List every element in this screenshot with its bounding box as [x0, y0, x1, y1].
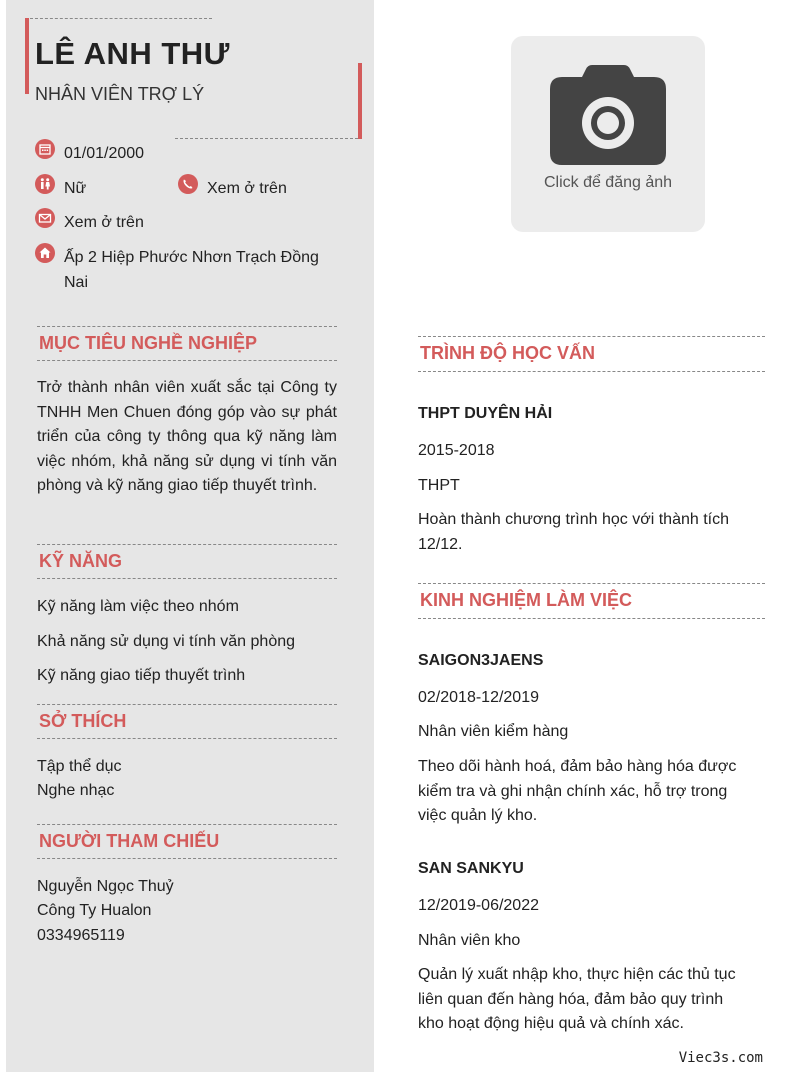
section-title-experience	[418, 583, 765, 619]
job-desc[interactable]: việc quản lý kho.	[418, 807, 538, 824]
address-row	[35, 242, 345, 294]
education-period[interactable]: 2015-2018	[418, 442, 495, 459]
camera-icon	[550, 64, 666, 166]
job-period[interactable]: 02/2018-12/2019	[418, 689, 539, 706]
objective-text[interactable]: Trở thành nhân viên xuất sắc tại Công ty TNHH Men Chuen đóng góp vào sự phát triển của công ty thông qua kỹ năng làm việc nhóm, khả năng sử dụng vi tính văn phòng và kỹ năng giao tiếp thuyết trình.	[37, 379, 337, 494]
birthdate-row	[35, 138, 235, 164]
phone-icon	[178, 174, 198, 194]
phone[interactable]: Xem ở trên	[207, 180, 287, 197]
job-desc[interactable]: kiểm tra và ghi nhận chính xác, hỗ trợ trong	[418, 783, 728, 800]
section-title-text: KỸ NĂNG	[39, 551, 123, 571]
company-name[interactable]: SAN SANKYU	[418, 860, 524, 877]
job-period[interactable]: 12/2019-06/2022	[418, 897, 539, 914]
job-desc[interactable]: liên quan đến hàng hóa, đảm bảo quy trình	[418, 991, 724, 1008]
photo-caption: Click để đăng ảnh	[543, 174, 673, 191]
section-title-text: MỤC TIÊU NGHỀ NGHIỆP	[39, 333, 258, 353]
job-role[interactable]: Nhân viên kiểm hàng	[418, 723, 569, 740]
home-icon	[35, 243, 55, 263]
full-name[interactable]: LÊ ANH THƯ	[35, 36, 230, 71]
name-block	[25, 18, 362, 138]
section-title-text: SỞ THÍCH	[39, 711, 127, 731]
phone-row	[178, 173, 348, 199]
email-icon	[35, 208, 55, 228]
gender[interactable]: Nữ	[64, 180, 87, 197]
photo-upload[interactable]	[511, 36, 705, 232]
section-title-skills	[37, 544, 337, 579]
address-line: Ấp 2 Hiệp Phước Nhơn Trạch Đồng	[64, 249, 319, 266]
address[interactable]	[64, 245, 319, 295]
job-role[interactable]: Nhân viên kho	[418, 932, 521, 949]
hobby-item[interactable]: Nghe nhạc	[37, 782, 115, 799]
calendar-icon	[35, 139, 55, 159]
job-desc[interactable]: Theo dõi hành hoá, đảm bảo hàng hóa được	[418, 758, 737, 775]
section-title-references	[37, 824, 337, 859]
job-title[interactable]: NHÂN VIÊN TRỢ LÝ	[35, 84, 205, 104]
divider	[30, 18, 212, 19]
section-title-hobbies	[37, 704, 337, 739]
section-title-text: NGƯỜI THAM CHIẾU	[39, 831, 220, 851]
accent-bar	[25, 18, 29, 94]
skill-item[interactable]: Khả năng sử dụng vi tính văn phòng	[37, 633, 296, 650]
education-degree[interactable]: THPT	[418, 477, 460, 494]
section-title-education	[418, 336, 765, 372]
address-line: Nai	[64, 274, 89, 291]
birthdate[interactable]: 01/01/2000	[64, 145, 145, 162]
job-desc[interactable]: kho hoạt động hiệu quả và chính xác.	[418, 1015, 684, 1032]
skill-item[interactable]: Kỹ năng làm việc theo nhóm	[37, 598, 239, 615]
section-title-text: KINH NGHIỆM LÀM VIỆC	[420, 590, 633, 610]
company-name[interactable]: SAIGON3JAENS	[418, 652, 544, 669]
hobby-item[interactable]: Tập thể dục	[37, 758, 122, 775]
reference-company[interactable]: Công Ty Hualon	[37, 902, 152, 919]
school-name[interactable]: THPT DUYÊN HẢI	[418, 405, 553, 422]
email[interactable]: Xem ở trên	[64, 214, 144, 231]
gender-row	[35, 173, 165, 199]
reference-name[interactable]: Nguyễn Ngọc Thuỷ	[37, 878, 174, 895]
accent-bar	[358, 63, 362, 139]
reference-phone[interactable]: 0334965119	[37, 927, 125, 944]
job-desc[interactable]: Quản lý xuất nhập kho, thực hiện các thủ tục	[418, 966, 736, 983]
gender-icon	[35, 174, 55, 194]
section-title-objective	[37, 326, 337, 361]
education-desc[interactable]: 12/12.	[418, 536, 463, 553]
email-row	[35, 207, 235, 233]
footer-brand: Viec3s.com	[678, 1050, 763, 1066]
skill-item[interactable]: Kỹ năng giao tiếp thuyết trình	[37, 667, 246, 684]
section-title-text: TRÌNH ĐỘ HỌC VẤN	[420, 343, 595, 363]
education-desc[interactable]: Hoàn thành chương trình học với thành tích	[418, 511, 729, 528]
